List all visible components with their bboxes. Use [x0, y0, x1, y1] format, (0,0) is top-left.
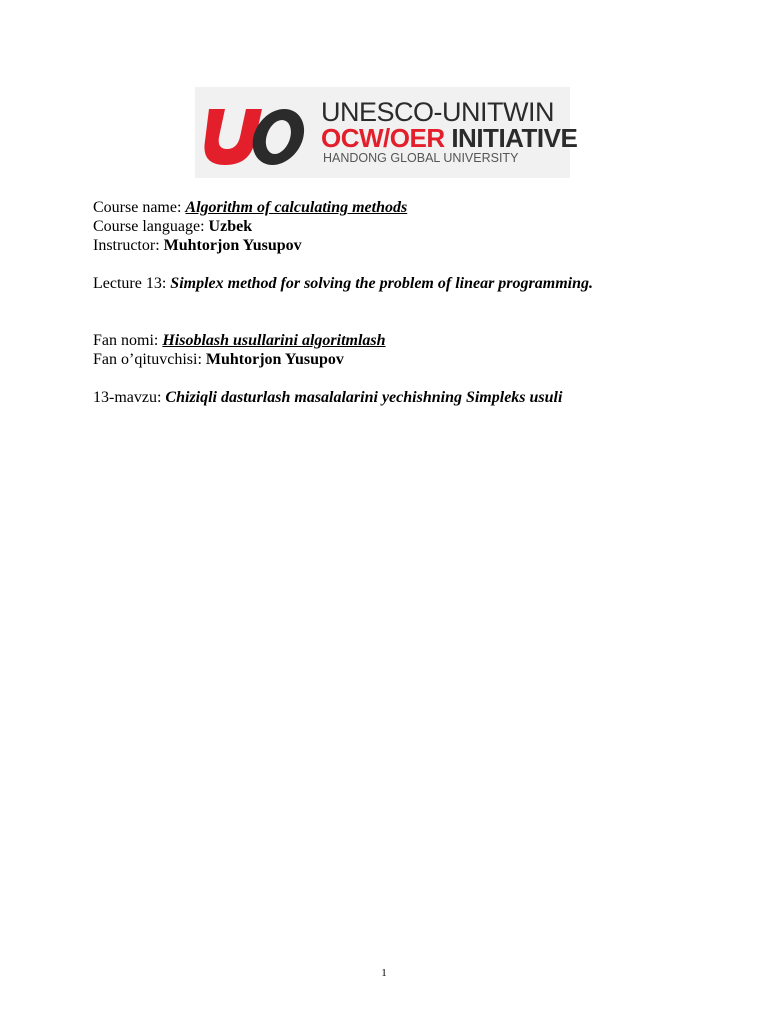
- course-language-label: Course language:: [93, 218, 209, 235]
- logo-ocw-oer: OCW/OER: [321, 123, 445, 153]
- course-name-line: [93, 198, 593, 217]
- teacher-value: Muhtorjon Yusupov: [205, 351, 344, 368]
- fan-nomi-label: Fan nomi:: [93, 332, 163, 349]
- topic-line: [93, 388, 593, 407]
- topic-title: Chiziqli dasturlash masalalarini yechishning Simpleks usuli: [165, 389, 563, 406]
- instructor-line: [93, 236, 593, 255]
- uo-logo-mark-icon: [195, 87, 321, 178]
- course-name-label: Course name:: [93, 199, 186, 216]
- logo-university: HANDONG GLOBAL UNIVERSITY: [323, 151, 519, 165]
- course-language-value: Uzbek: [208, 218, 253, 235]
- fan-nomi-line: [93, 331, 593, 350]
- teacher-line: [93, 350, 593, 369]
- instructor-value: Muhtorjon Yusupov: [163, 237, 302, 254]
- logo-initiative: [321, 123, 577, 154]
- page-number: 1: [381, 967, 387, 979]
- unesco-unitwin-logo: [195, 87, 578, 178]
- fan-nomi-value: Hisoblash usullarini algoritmlash: [162, 332, 386, 349]
- instructor-label: Instructor:: [93, 237, 164, 254]
- course-language-line: [93, 217, 593, 236]
- lecture-line: [93, 274, 593, 293]
- teacher-label: Fan o’qituvchisi:: [93, 351, 206, 368]
- course-name-value: Algorithm of calculating methods: [185, 199, 408, 216]
- topic-label: 13-mavzu:: [93, 389, 166, 406]
- logo-title: UNESCO-UNITWIN: [321, 97, 554, 127]
- lecture-label: Lecture 13:: [93, 275, 171, 292]
- logo-initiative-word: INITIATIVE: [444, 123, 578, 153]
- lecture-title: Simplex method for solving the problem of linear programming.: [170, 275, 593, 292]
- document-body: [93, 198, 593, 407]
